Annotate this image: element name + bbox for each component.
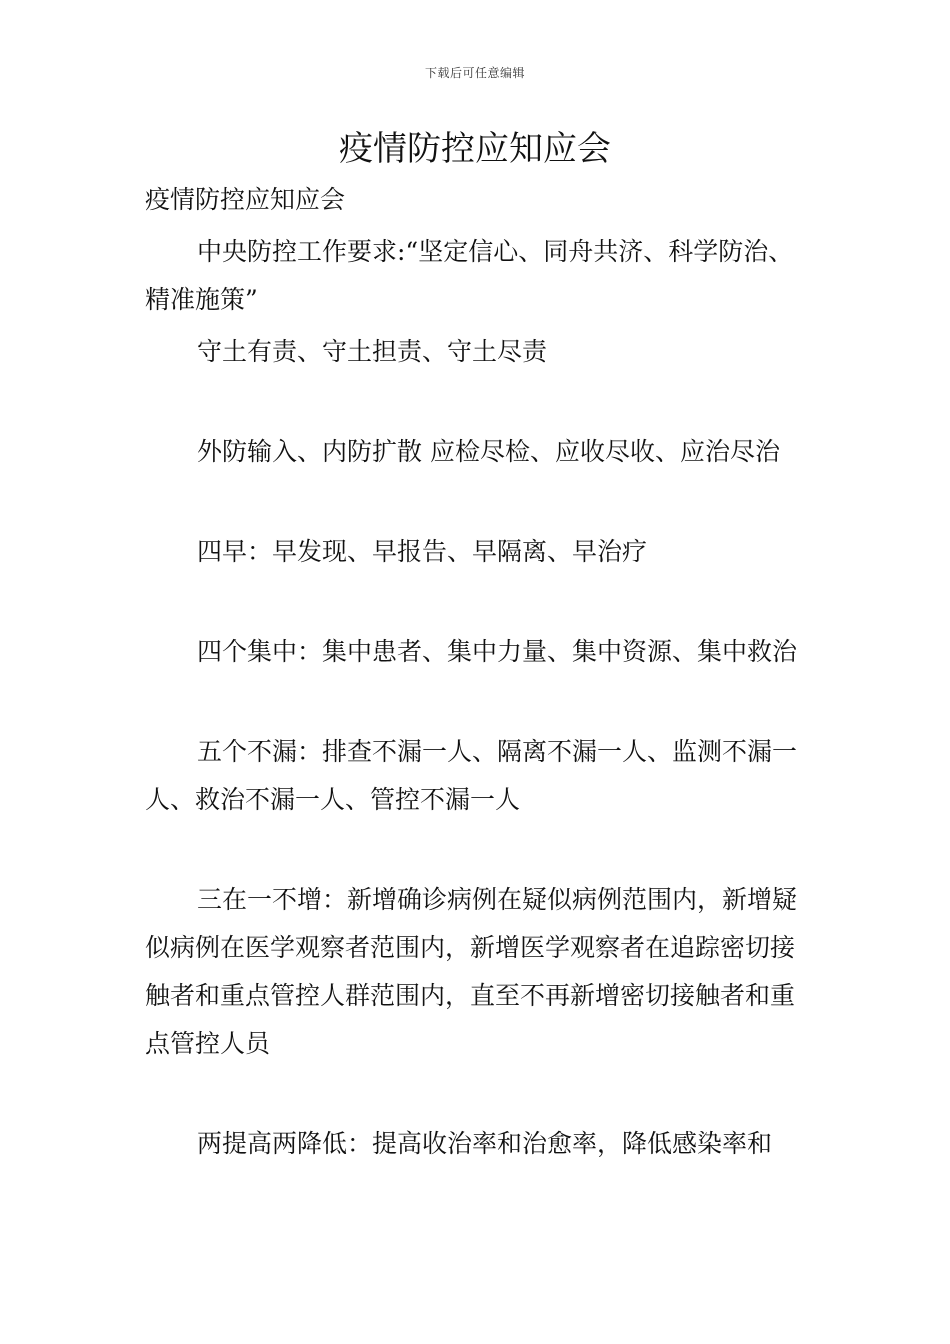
paragraph-central-requirements: 中央防控工作要求:“坚定信心、同舟共济、科学防治、精准施策”: [145, 237, 794, 314]
document-subtitle: 疫情防控应知应会: [145, 185, 346, 214]
document-title: 疫情防控应知应会: [339, 129, 611, 169]
document-body: [145, 176, 810, 1168]
paragraph-four-concentrations: 四个集中：集中患者、集中力量、集中资源、集中救治: [197, 637, 798, 666]
paragraph-two-raise-two-lower: 两提高两降低：提高收治率和治愈率，降低感染率和: [197, 1129, 773, 1158]
paragraph-four-early: 四早：早发现、早报告、早隔离、早治疗: [197, 537, 648, 566]
paragraph-prevention: 外防输入、内防扩散 应检尽检、应收尽收、应治尽治: [197, 437, 780, 466]
paragraph-five-no-omissions: 五个不漏：排查不漏一人、隔离不漏一人、监测不漏一人、救治不漏一人、管控不漏一人: [145, 737, 798, 814]
paragraph-responsibility: 守土有责、守土担责、守土尽责: [197, 337, 548, 366]
header-note: 下载后可任意编辑: [424, 66, 525, 80]
paragraph-three-within-one-no-increase: 三在一不增：新增确诊病例在疑似病例范围内，新增疑似病例在医学观察者范围内，新增医学观察者在追踪密切接触者和重点管控人群范围内，直至不再新增密切接触者和重点管控人员: [145, 885, 798, 1058]
